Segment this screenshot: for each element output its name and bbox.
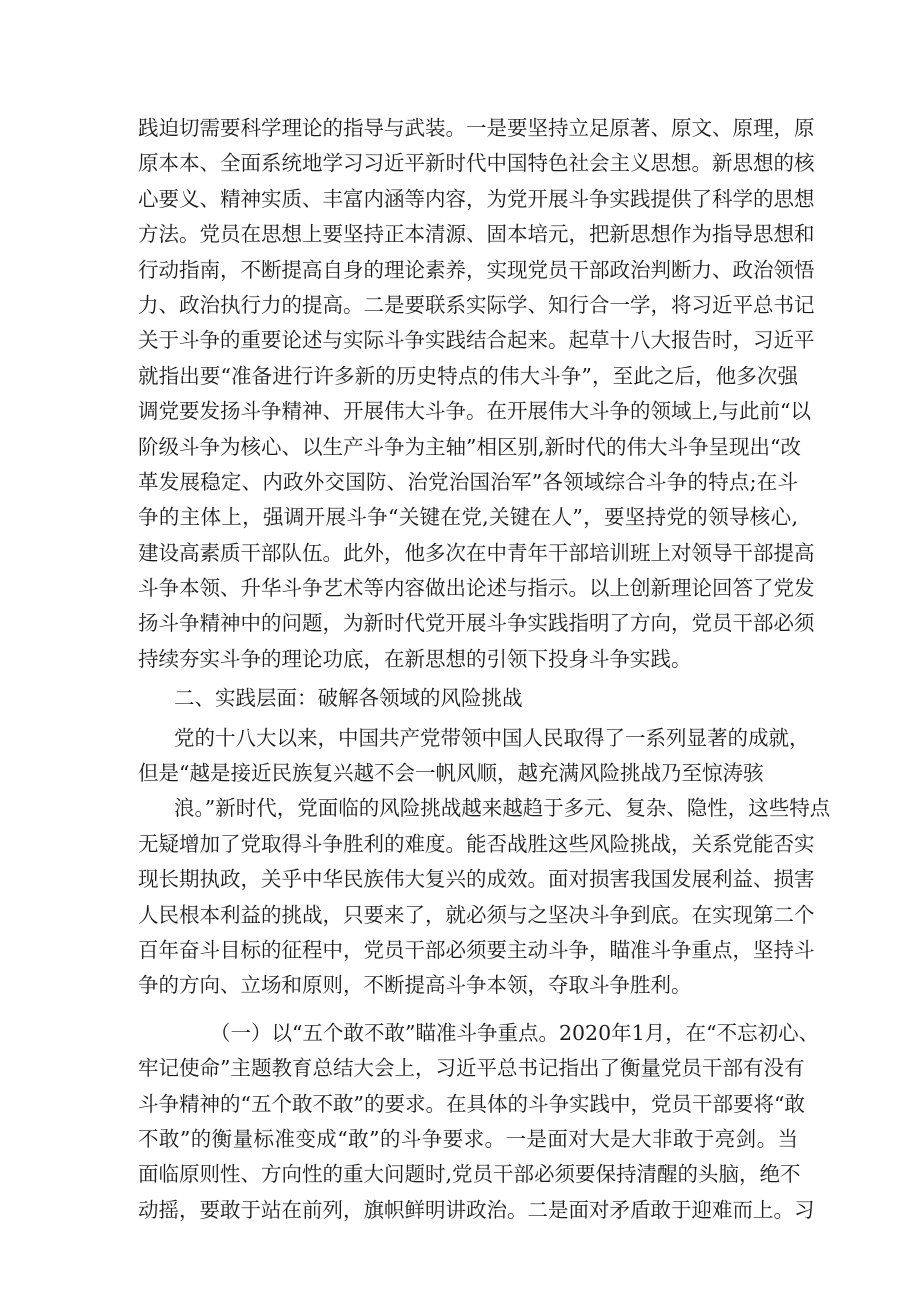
text-line: 现长期执政，关乎中华民族伟大复兴的成效。面对损害我国发展利益、损害: [138, 867, 815, 892]
text-line: 党的十八大以来，中国共产党带领中国人民取得了一系列显著的成就，: [174, 725, 810, 750]
text-line: 关于斗争的重要论述与实际斗争实践结合起来。起草十八大报告时，习近平: [138, 328, 815, 353]
text-line: 争的主体上，强调开展斗争“关键在党,关键在人”，要坚持党的领导核心,: [138, 505, 798, 530]
paragraph-five-dares: [138, 1016, 820, 1228]
text-line: 原本本、全面系统地学习习近平新时代中国特色社会主义思想。新思想的核: [138, 151, 815, 176]
text-line: 争的方向、立场和原则，不断提高斗争本领，夺取斗争胜利。: [138, 973, 692, 998]
text-line: 力、政治执行力的提高。二是要联系实际学、知行合一学，将习近平总书记: [138, 292, 815, 317]
text-line: 建设高素质干部队伍。此外，他多次在中青年干部培训班上对领导干部提高: [138, 540, 815, 565]
text-line: 面临原则性、方向性的重大问题时,党员干部必须要保持清醒的头脑，绝不: [138, 1162, 801, 1187]
text-line: 方法。党员在思想上要坚持正本清源、固本培元，把新思想作为指导思想和: [138, 222, 815, 247]
text-line: 持续夯实斗争的理论功底，在新思想的引领下投身斗争实践。: [138, 646, 692, 671]
section-heading: 二、实践层面：破解各领域的风险挑战: [174, 686, 523, 711]
text-line: 就指出要“准备进行许多新的历史特点的伟大斗争”，至此之后，他多次强: [138, 363, 798, 388]
text-line: 浪。”新时代，党面临的风险挑战越来越趋于多元、复杂、隐性，这些特点: [174, 796, 831, 821]
text-line: 斗争本领、升华斗争艺术等内容做出论述与指示。以上创新理论回答了党发: [138, 576, 815, 601]
text-line: 牢记使命”主题教育总结大会上，习近平总书记指出了衡量党员干部有没有: [138, 1056, 805, 1081]
text-line: 调党要发扬斗争精神、开展伟大斗争。在开展伟大斗争的领域上,与此前“以: [138, 399, 811, 424]
text-line: （一）以“五个敢不敢”瞄准斗争重点。2020年1月，在“不忘初心、: [210, 1020, 820, 1045]
text-line: 但是“越是接近民族复兴越不会一帆风顺，越充满风险挑战乃至惊涛骇: [138, 761, 764, 786]
text-line: 心要义、精神实质、丰富内涵等内容，为党开展斗争实践提供了科学的思想: [138, 186, 815, 211]
text-line: 无疑增加了党取得斗争胜利的难度。能否战胜这些风险挑战，关系党能否实: [138, 831, 815, 856]
text-line: 斗争精神的“五个敢不敢”的要求。在具体的斗争实践中，党员干部要将“敢: [138, 1091, 805, 1116]
text-line: 百年奋斗目标的征程中，党员干部必须要主动斗争，瞄准斗争重点，坚持斗: [138, 937, 815, 962]
text-line: 扬斗争精神中的问题，为新时代党开展斗争实践指明了方向，党员干部必须: [138, 611, 815, 636]
text-line: 阶级斗争为核心、以生产斗争为主轴”相区别,新时代的伟大斗争呈现出“改: [138, 434, 801, 459]
text-line: 动摇，要敢于站在前列，旗帜鲜明讲政治。二是面对矛盾敢于迎难而上。习: [138, 1197, 815, 1222]
paragraph-theory: [138, 111, 815, 677]
text-line: 行动指南，不断提高自身的理论素养，实现党员干部政治判断力、政治领悟: [138, 257, 815, 282]
text-line: 人民根本利益的挑战，只要来了，就必须与之坚决斗争到底。在实现第二个: [138, 902, 815, 927]
text-line: 革发展稳定、内政外交国防、治党治国治军”各领域综合斗争的特点;在斗: [138, 469, 798, 494]
document-body: [138, 111, 831, 1228]
text-line: 践迫切需要科学理论的指导与武装。一是要坚持立足原著、原文、原理，原: [138, 116, 815, 140]
text-line: 不敢”的衡量标准变成“敢”的斗争要求。一是面对大是大非敢于亮剑。当: [138, 1126, 798, 1151]
paragraph-practice: [138, 721, 831, 1004]
